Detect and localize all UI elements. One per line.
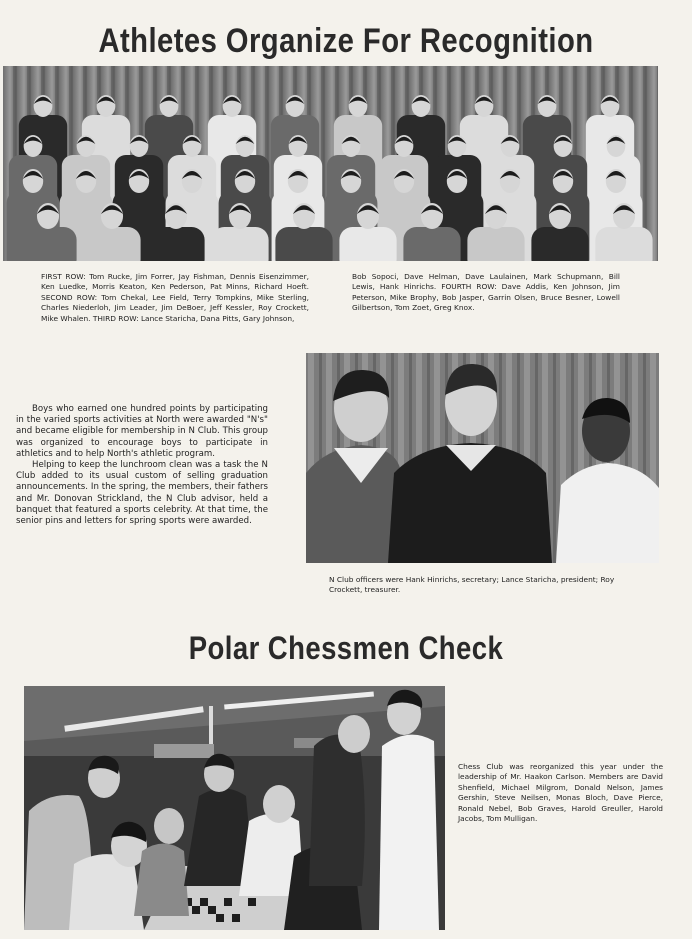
chess-club-photo xyxy=(24,686,445,930)
article-paragraph-2: Helping to keep the lunchroom clean was a task the N Club added to its usual custom of selling graduation announcements. In the spring, the members, their fathers and Mr. Donovan Strickland, the N Club advisor, held a banquet that featured a sports celebrity. At that time, the senior pins and letters for spring sports were awarded. xyxy=(16,460,268,527)
athletes-heading: Athletes Organize For Recognition xyxy=(98,22,594,60)
n-club-officers-photo xyxy=(306,353,659,563)
article-paragraph-1: Boys who earned one hundred points by participating in the varied sports activities at North were awarded "N's" and became eligible for membership in N Club. This group was organized to encourage boys to participate in athletics and to help North's athletic program. xyxy=(16,404,268,459)
team-roster-caption-part1: FIRST ROW: Tom Rucke, Jim Forrer, Jay Fishman, Dennis Eisenzimmer, Ken Luedke, Morris Keaton, Ken Pederson, Pat Minns, Richard Hoeft. SECOND ROW: Tom Chekal, Lee Field, Terry Tompkins, Mike Sterling, Charles Niederloh, Jim Leader, Jim DeBoer, Jeff Kessler, Roy Crockett, Mike Whalen. THIRD ROW: Lance Staricha, Dana Pitts, Gary Johnson, xyxy=(41,272,309,323)
n-club-article xyxy=(16,404,268,527)
chess-club-caption: Chess Club was reorganized this year under the leadership of Mr. Haakon Carlson. Members are David Shenfield, Michael Milgrom, Donald Nelson, James Gershin, Steve Neilsen, Monas Bloch, Dave Pierce, Ronald Nebel, Bob Graves, Harold Greuller, Harold Jacobs, Tom Mulligan. xyxy=(458,762,663,824)
officers-caption: N Club officers were Hank Hinrichs, secretary; Lance Staricha, president; Roy Crockett, treasurer. xyxy=(329,575,615,595)
team-roster-caption-part2: Bob Sopoci, Dave Helman, Dave Laulainen, Mark Schupmann, Bill Lewis, Hank Hinrichs. FOURTH ROW: Dave Addis, Ken Johnson, Jim Peterson, Mike Brophy, Bob Jasper, Garrin Olsen, Bruce Besner, Lowell Gilbertson, Tom Zoet, Greg Knox. xyxy=(352,272,620,313)
chess-heading: Polar Chessmen Check xyxy=(188,630,504,666)
athletes-group-photo xyxy=(3,66,658,261)
